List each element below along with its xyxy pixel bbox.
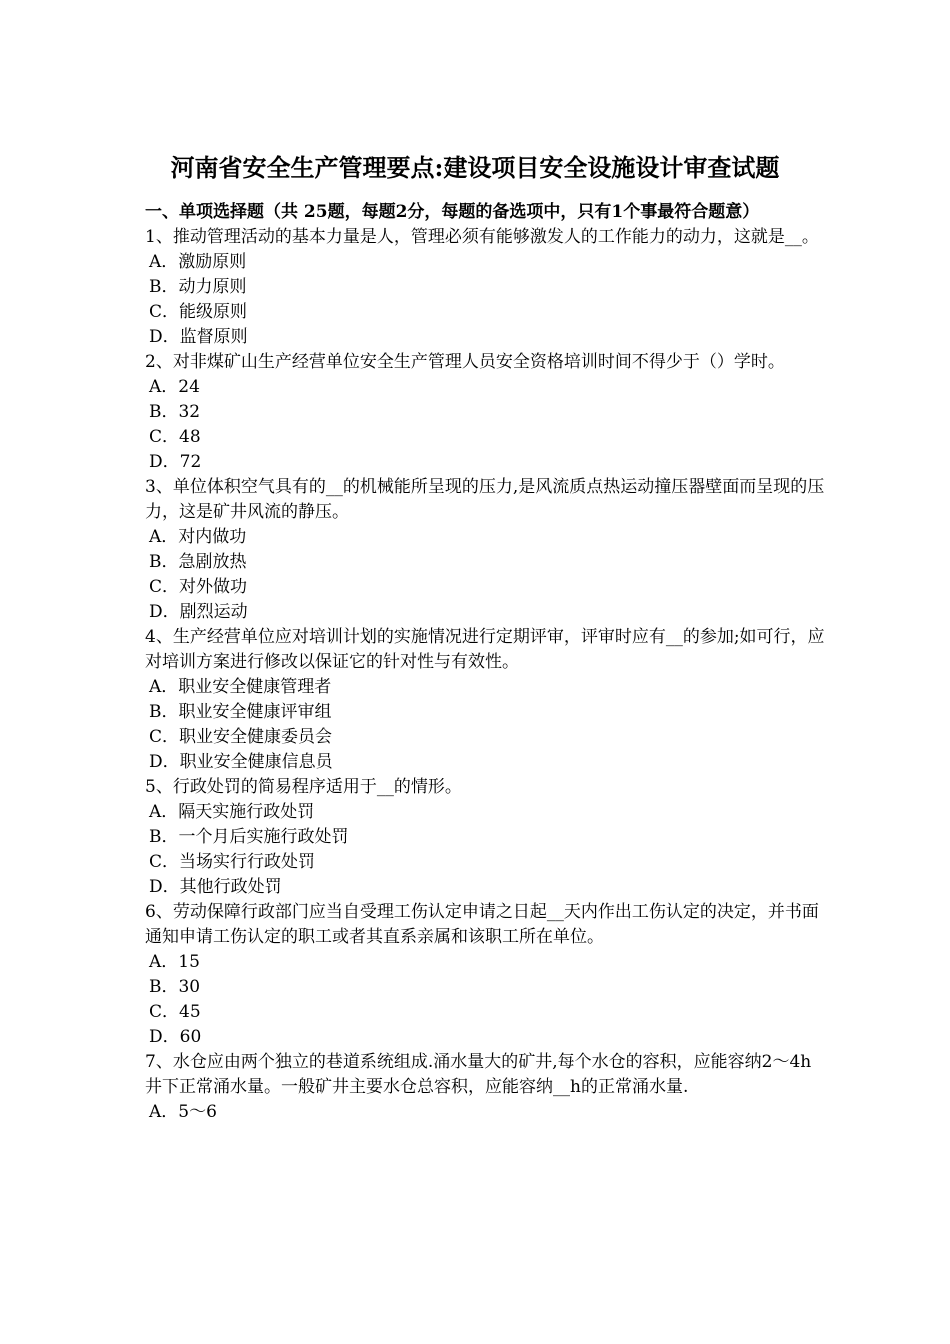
answer-option: C．对外做功 [149, 577, 248, 597]
answer-option: D．剧烈运动 [149, 602, 248, 622]
answer-option: C．当场实行行政处罚 [149, 852, 316, 872]
question-text: 2、对非煤矿山生产经营单位安全生产管理人员安全资格培训时间不得少于（）学时。 [145, 352, 785, 372]
question-text: 4、生产经营单位应对培训计划的实施情况进行定期评审，评审时应有__的参加;如可行，应对培训方案进行修改以保证它的针对性与有效性。 [145, 627, 825, 672]
answer-option: B．急剧放热 [149, 552, 247, 572]
answer-option: B．动力原则 [149, 277, 247, 297]
question-text: 6、劳动保障行政部门应当自受理工伤认定申请之日起__天内作出工伤认定的决定，并书面通知申请工伤认定的职工或者其直系亲属和该职工所在单位。 [145, 902, 819, 947]
question-text: 3、单位体积空气具有的__的机械能所呈现的压力,是风流质点热运动撞压器壁面而呈现的压力，这是矿井风流的静压。 [145, 477, 825, 522]
question-block [145, 350, 825, 475]
answer-option: C．能级原则 [149, 302, 248, 322]
answer-option: D．监督原则 [149, 327, 248, 347]
answer-option: B．30 [149, 977, 201, 997]
document-title: 河南省安全生产管理要点:建设项目安全设施设计审查试题 [170, 153, 780, 182]
answer-option: A．对内做功 [149, 527, 247, 547]
question-text: 1、推动管理活动的基本力量是人，管理必须有能够激发人的工作能力的动力，这就是__。 [145, 227, 819, 247]
question-block [145, 625, 825, 775]
answer-option: B．一个月后实施行政处罚 [149, 827, 349, 847]
answer-option: A．隔天实施行政处罚 [149, 802, 315, 822]
question-text: 5、行政处罚的简易程序适用于__的情形。 [145, 777, 462, 797]
answer-option: A．职业安全健康管理者 [149, 677, 332, 697]
answer-option: D．60 [149, 1027, 202, 1047]
answer-option: B．32 [149, 402, 201, 422]
question-block [145, 225, 825, 350]
answer-option: A．5～6 [149, 1102, 217, 1122]
answer-option: A．激励原则 [149, 252, 247, 272]
answer-option: C．48 [149, 427, 201, 447]
section-heading: 一、单项选择题（共 25题，每题2分，每题的备选项中，只有1个事最符合题意） [145, 202, 760, 222]
question-text: 7、水仓应由两个独立的巷道系统组成.涌水量大的矿井,每个水仓的容积，应能容纳2～4h井下正常涌水量。一般矿井主要水仓总容积，应能容纳__h的正常涌水量. [145, 1052, 812, 1097]
question-block [145, 1050, 825, 1125]
question-block [145, 775, 825, 900]
answer-option: C．职业安全健康委员会 [149, 727, 333, 747]
answer-option: B．职业安全健康评审组 [149, 702, 332, 722]
answer-option: A．24 [149, 377, 200, 397]
answer-option: D．其他行政处罚 [149, 877, 282, 897]
question-block [145, 900, 825, 1050]
question-block [145, 475, 825, 625]
answer-option: D．72 [149, 452, 202, 472]
answer-option: C．45 [149, 1002, 201, 1022]
answer-option: A．15 [149, 952, 200, 972]
question-list [145, 225, 825, 1125]
document-body [145, 200, 825, 1125]
answer-option: D．职业安全健康信息员 [149, 752, 333, 772]
